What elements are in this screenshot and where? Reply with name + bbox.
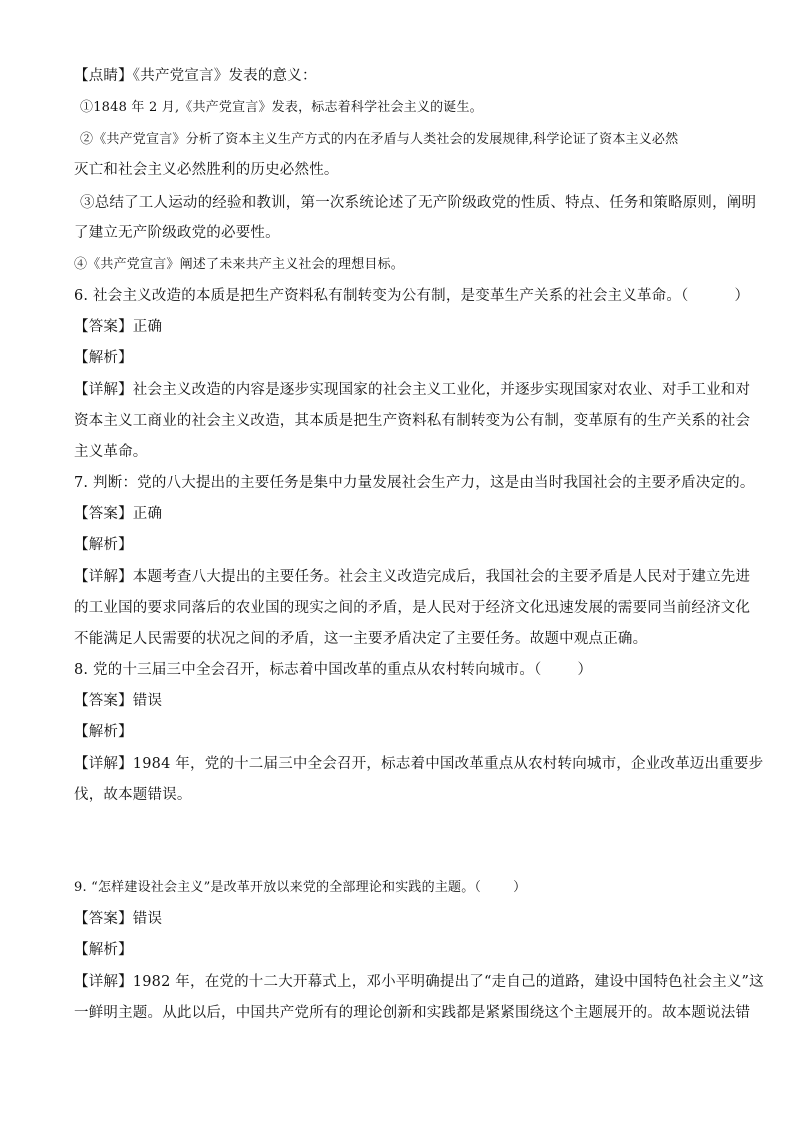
answer-6: 【答案】正确 — [74, 319, 163, 335]
answer-9: 【答案】错误 — [74, 911, 163, 927]
note-heading: 【点睛】《共产党宣言》发表的意义： — [74, 68, 317, 84]
question-6-bracket: ） — [734, 288, 750, 304]
detail-7-line-3: 不能满足人民需要的状况之间的矛盾，这一主要矛盾决定了主要任务。故题中观点正确。 — [74, 631, 648, 647]
detail-8-line-1: 【详解】1984 年，党的十二届三中全会召开，标志着中国改革重点从农村转向城市，企业改革迈出重要步 — [74, 756, 764, 772]
question-8-text: 8. 党的十三届三中全会召开，标志着中国改革的重点从农村转向城市。（ — [74, 662, 542, 678]
detail-8-line-2: 伐，故本题错误。 — [74, 787, 192, 803]
question-9-bracket: ） — [513, 880, 527, 895]
note-point-3-cont: 了建立无产阶级政党的必要性。 — [74, 225, 280, 241]
detail-7-line-1: 【详解】本题考查八大提出的主要任务。社会主义改造完成后，我国社会的主要矛盾是人民对于建立先进 — [74, 569, 751, 585]
analysis-8-heading: 【解析】 — [74, 724, 133, 740]
detail-6-line-2: 资本主义工商业的社会主义改造，其本质是把生产资料私有制转变为公有制，变革原有的生产关系的社会 — [74, 413, 751, 429]
note-point-2-cont: 灭亡和社会主义必然胜利的历史必然性。 — [74, 162, 339, 178]
detail-6-line-1: 【详解】社会主义改造的内容是逐步实现国家的社会主义工业化，并逐步实现国家对农业、对手工业和对 — [74, 382, 751, 398]
answer-8: 【答案】错误 — [74, 693, 163, 709]
analysis-9-heading: 【解析】 — [74, 942, 133, 958]
question-8-bracket: ） — [577, 662, 593, 678]
question-9-text: 9. “怎样建设社会主义”是改革开放以来党的全部理论和实践的主题。（ — [74, 880, 482, 895]
note-point-4: ④《共产党宣言》阐述了未来共产主义社会的理想目标。 — [74, 257, 405, 272]
detail-9-line-2: 一鲜明主题。从此以后，中国共产党所有的理论创新和实践都是紧紧围绕这个主题展开的。故本题说法错 — [74, 1005, 751, 1021]
note-point-1: ①1848 年 2 月,《共产党宣言》发表，标志着科学社会主义的诞生。 — [80, 100, 483, 115]
question-6 — [74, 286, 750, 306]
question-6-text: 6. 社会主义改造的本质是把生产资料私有制转变为公有制，是变革生产关系的社会主义革命。（ — [74, 288, 689, 304]
analysis-6-heading: 【解析】 — [74, 350, 133, 366]
detail-6-line-3: 主义革命。 — [74, 444, 148, 460]
analysis-7-heading: 【解析】 — [74, 537, 133, 553]
detail-7-line-2: 的工业国的要求同落后的农业国的现实之间的矛盾，是人民对于经济文化迅速发展的需要同当前经济文化 — [74, 600, 751, 616]
note-point-3: ③总结了工人运动的经验和教训，第一次系统论述了无产阶级政党的性质、特点、任务和策略原则，阐明 — [80, 195, 757, 211]
detail-9-line-1: 【详解】1982 年，在党的十二大开幕式上，邓小平明确提出了“走自己的道路，建设中国特色社会主义”这 — [74, 974, 764, 990]
answer-7: 【答案】正确 — [74, 506, 163, 522]
note-point-2: ②《共产党宣言》分析了资本主义生产方式的内在矛盾与人类社会的发展规律,科学论证了资本主义必然 — [80, 132, 679, 147]
question-9 — [74, 878, 724, 898]
question-7: 7. 判断：党的八大提出的主要任务是集中力量发展社会生产力，这是由当时我国社会的主要矛盾决定的。 — [74, 475, 755, 491]
question-8 — [74, 660, 724, 680]
